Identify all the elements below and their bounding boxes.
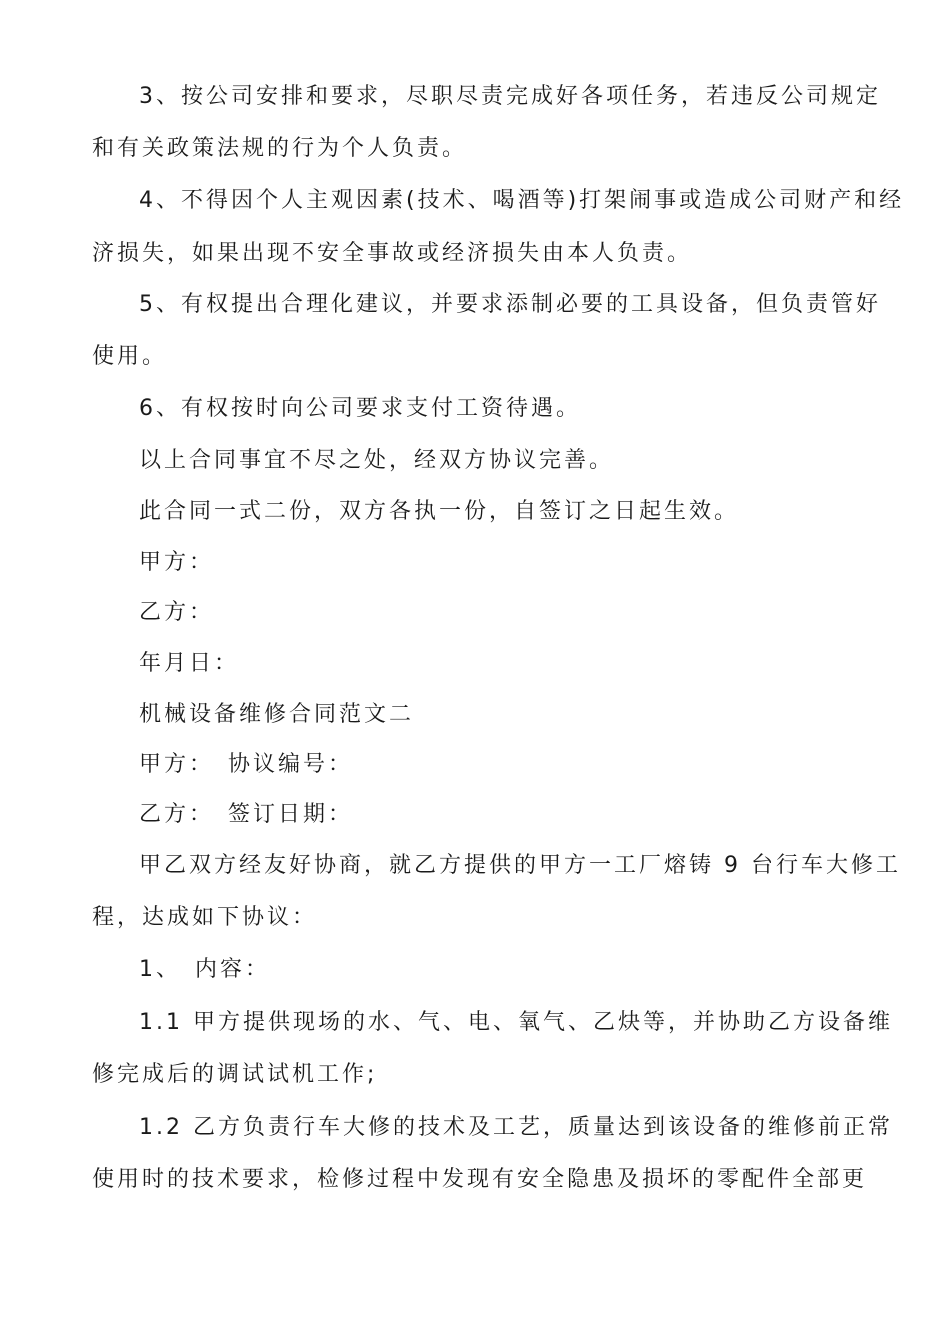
remaining-matters-text: 以上合同事宜不尽之处，经双方协议完善。 xyxy=(139,448,615,473)
party-b-signing-date: 乙方： 签订日期： xyxy=(139,802,354,827)
item-1-1-line-2: 修完成后的调试试机工作; xyxy=(92,1062,378,1087)
date-label: 年月日： xyxy=(139,651,240,676)
party-b-label: 乙方： xyxy=(139,600,215,625)
item-1-2-line-1: 1.2 乙方负责行车大修的技术及工艺，质量达到该设备的维修前正常 xyxy=(139,1115,893,1140)
clause-3-line-2: 和有关政策法规的行为个人负责。 xyxy=(92,136,468,161)
copies-text: 此合同一式二份，双方各执一份，自签订之日起生效。 xyxy=(139,499,740,524)
section-title: 机械设备维修合同范文二 xyxy=(139,702,415,727)
party-a-agreement-number: 甲方： 协议编号： xyxy=(139,752,354,777)
clause-5-line-1: 5、有权提出合理化建议，并要求添制必要的工具设备，但负责管好 xyxy=(139,292,881,317)
clause-5-line-2: 使用。 xyxy=(92,344,168,369)
intro-line-1: 甲乙双方经友好协商，就乙方提供的甲方一工厂熔铸 9 台行车大修工 xyxy=(139,853,901,878)
clause-4-line-2: 济损失，如果出现不安全事故或经济损失由本人负责。 xyxy=(92,241,693,266)
item-1-1-line-1: 1.1 甲方提供现场的水、气、电、氧气、乙炔等，并协助乙方设备维 xyxy=(139,1010,893,1035)
intro-line-2: 程，达成如下协议： xyxy=(92,905,318,930)
clause-6: 6、有权按时向公司要求支付工资待遇。 xyxy=(139,396,581,421)
clause-4-line-1: 4、不得因个人主观因素(技术、喝酒等)打架闹事或造成公司财产和经 xyxy=(139,188,905,213)
clause-3-line-1: 3、按公司安排和要求，尽职尽责完成好各项任务，若违反公司规定 xyxy=(139,84,881,109)
party-a-label: 甲方： xyxy=(139,550,215,575)
item-1-heading: 1、 内容： xyxy=(139,957,270,982)
item-1-2-line-2: 使用时的技术要求，检修过程中发现有安全隐患及损坏的零配件全部更 xyxy=(92,1167,868,1192)
